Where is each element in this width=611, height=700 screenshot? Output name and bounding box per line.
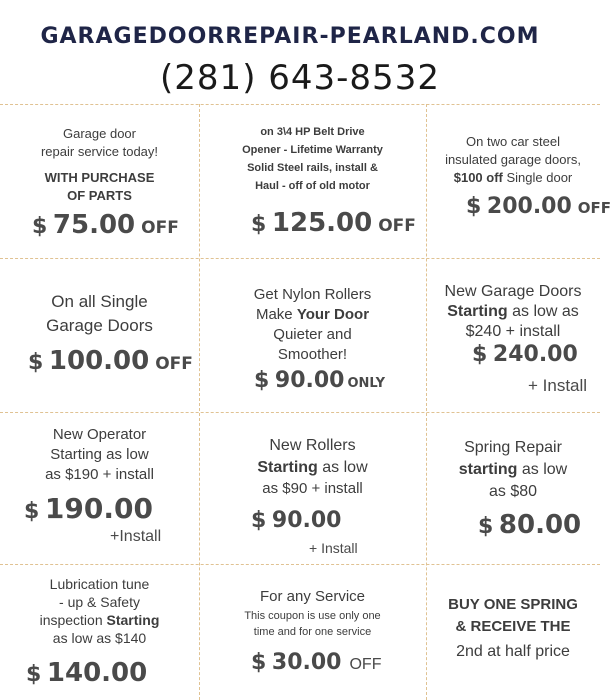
coupon-new-garage-doors[interactable]: [426, 258, 600, 412]
coupon-line: New Operator: [52, 426, 147, 443]
coupon-new-operator[interactable]: [0, 412, 199, 564]
price-amount: 140.00: [46, 658, 148, 688]
coupon-line: repair service today!: [40, 144, 159, 159]
starting-text: Starting: [106, 612, 160, 628]
starting-text: Starting: [447, 303, 508, 320]
price-amount: 80.00: [498, 510, 582, 540]
low-text: as low: [317, 459, 368, 476]
price-suffix: OFF: [155, 354, 193, 374]
coupon-line: - up & Safety: [59, 594, 140, 610]
coupon-line: & RECEIVE THE: [455, 618, 571, 635]
coupon-line: Quieter and: [273, 326, 352, 343]
low-text: as low: [517, 461, 568, 478]
dollar-sign: $: [32, 214, 48, 239]
coupon-new-rollers[interactable]: [199, 412, 426, 564]
dollar-sign: $: [251, 212, 267, 237]
coupon-line: [426, 170, 600, 186]
coupon-line: This coupon is use only one: [244, 610, 381, 622]
starting-text: Starting: [257, 459, 318, 476]
coupon-price: [254, 368, 385, 393]
make-text: Make: [255, 306, 297, 323]
price-suffix: ONLY: [347, 376, 386, 391]
coupon-price: [251, 208, 416, 238]
dollar-sign: $: [472, 342, 488, 367]
coupon-line: Lubrication tune: [49, 576, 150, 592]
dollar-sign: $: [478, 514, 494, 539]
install-note: + Install: [309, 540, 358, 556]
coupon-line: [0, 612, 199, 629]
coupon-line: Get Nylon Rollers: [253, 286, 372, 303]
price-amount: 200.00: [486, 194, 572, 219]
coupon-price: [28, 346, 193, 376]
dollar-sign: $: [28, 350, 44, 375]
coupon-line: Opener - Lifetime Warranty: [242, 144, 383, 156]
coupon-line: Starting as low: [50, 446, 149, 463]
phone-number[interactable]: (281) 643-8532: [160, 58, 440, 98]
coupon-line: Solid Steel rails, install &: [247, 162, 378, 174]
coupon-line: New Garage Doors: [444, 283, 582, 300]
coupon-line: Smoother!: [277, 346, 348, 363]
coupon-line: [426, 302, 600, 321]
price-amount: 190.00: [44, 492, 153, 525]
coupon-insulated-doors[interactable]: [426, 104, 611, 258]
coupon-line: New Rollers: [269, 437, 356, 454]
coupon-line: Garage door: [63, 126, 136, 141]
coupon-line: as $90 + install: [262, 480, 363, 497]
coupon-line: [199, 306, 426, 324]
coupon-any-service[interactable]: [199, 564, 426, 700]
price-amount: 30.00: [271, 650, 342, 675]
coupon-line: insulated garage doors,: [445, 152, 581, 167]
coupon-price: [472, 342, 578, 367]
coupon-price: [32, 210, 179, 240]
coupon-single-doors[interactable]: [0, 258, 199, 412]
price-amount: 100.00: [48, 346, 150, 376]
coupon-line: [426, 460, 600, 479]
dollar-sign: $: [251, 650, 267, 675]
dollar-sign: $: [254, 368, 270, 393]
dollar-sign: $: [26, 662, 42, 687]
price-amount: 90.00: [274, 368, 345, 393]
coupon-price: [24, 492, 153, 525]
coupon-line: Garage Doors: [46, 316, 153, 335]
price-amount: 125.00: [271, 208, 373, 238]
coupon-line: WITH PURCHASE: [44, 170, 155, 185]
coupon-line: on 3\4 HP Belt Drive: [260, 126, 365, 138]
coupon-line: time and for one service: [253, 626, 372, 638]
coupon-spring-repair[interactable]: [426, 412, 600, 564]
coupon-grid: [0, 104, 611, 700]
low-text: as low as: [507, 303, 579, 320]
coupon-price: [26, 658, 147, 688]
price-amount: 90.00: [271, 508, 342, 533]
coupon-belt-drive-opener[interactable]: [199, 104, 426, 258]
price-suffix: OFF: [349, 656, 382, 673]
install-note: +Install: [110, 528, 162, 545]
price-amount: 75.00: [52, 210, 136, 240]
coupon-line: Haul - off of old motor: [255, 180, 370, 192]
price-suffix: OFF: [141, 218, 179, 238]
coupon-price: [466, 194, 611, 219]
emphasis-text: Your Door: [296, 306, 370, 323]
header: [0, 0, 600, 104]
coupon-line: as $80: [488, 483, 538, 500]
site-title[interactable]: GARAGEDOORREPAIR-PEARLAND.COM: [40, 24, 540, 49]
dollar-sign: $: [466, 194, 482, 219]
dollar-sign: $: [251, 508, 267, 533]
coupon-line: For any Service: [259, 588, 366, 605]
coupon-buy-one-spring[interactable]: [426, 564, 600, 700]
coupon-line: as low as $140: [52, 630, 147, 646]
starting-text: starting: [458, 461, 518, 478]
coupon-line: as $190 + install: [45, 466, 154, 483]
price-suffix: OFF: [577, 199, 611, 217]
coupon-price: [251, 650, 381, 675]
price-suffix: OFF: [378, 216, 416, 236]
coupon-line: $240 + install: [465, 323, 561, 340]
coupon-line: BUY ONE SPRING: [448, 596, 578, 613]
coupon-line: 2nd at half price: [456, 643, 570, 660]
coupon-price: [251, 508, 341, 533]
coupon-line: Spring Repair: [464, 439, 562, 456]
coupon-price: [478, 510, 581, 540]
discount-detail: Single door: [502, 170, 573, 185]
coupon-lubrication[interactable]: [0, 564, 199, 700]
coupon-line: OF PARTS: [67, 188, 132, 203]
coupon-line: On two car steel: [466, 134, 560, 149]
dollar-sign: $: [24, 499, 40, 524]
discount-text: $100 off: [453, 170, 503, 185]
install-note: + Install: [528, 376, 588, 395]
price-amount: 240.00: [492, 342, 578, 367]
coupon-nylon-rollers[interactable]: [199, 258, 426, 412]
coupon-repair-service[interactable]: [0, 104, 199, 258]
coupon-line: [199, 458, 426, 477]
inspection-text: inspection: [39, 612, 107, 628]
coupon-line: On all Single: [51, 292, 148, 311]
